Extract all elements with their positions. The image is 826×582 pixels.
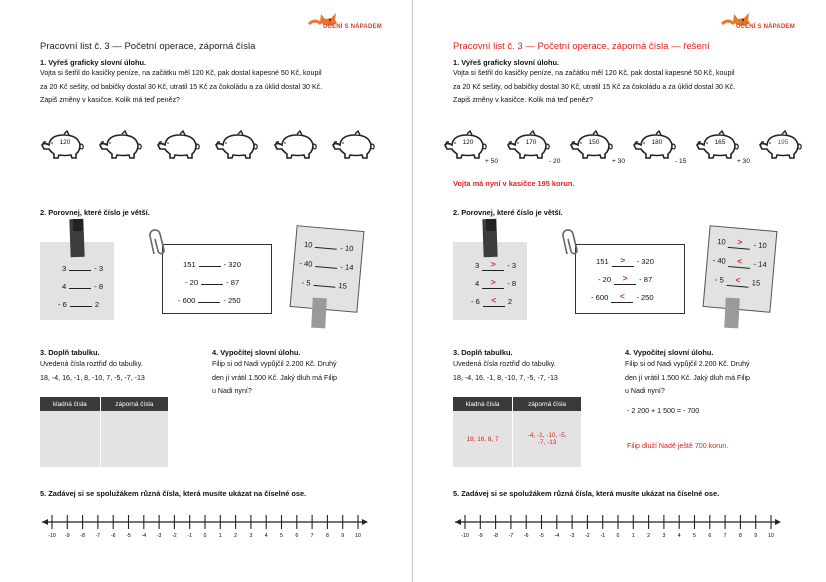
tick-label: 10: [768, 533, 774, 539]
tick-label: 2: [647, 533, 651, 539]
task3-text: [453, 358, 558, 385]
task4-text: [625, 358, 750, 399]
task2-heading: 2. Porovnej, které číslo je větší.: [453, 208, 563, 217]
piggy-bank: [40, 130, 86, 160]
piggy-bank-icon: [273, 130, 319, 160]
solution-title: Pracovní list č. 3 — Početní operace, záporná čísla — řešení: [453, 41, 710, 52]
compare-card: [703, 225, 778, 313]
task4-line: Filip si od Nadi vypůjčil 2.200 Kč. Druhý: [212, 360, 337, 368]
tick-label: 5: [280, 533, 283, 539]
tick-label: 9: [754, 533, 758, 539]
compare-row: 10 - 10: [303, 239, 354, 254]
task4-line: den jí vrátil 1.500 Kč. Jaký dluh má Filip: [212, 373, 337, 382]
compare-row: 4 - 8: [62, 279, 103, 291]
task3-line: 18, -4, 16, -1, 8, -10, 7, -5, -7, -13: [40, 373, 145, 382]
task3-line: 18, -4, 16, -1, 8, -10, 7, -5, -7, -13: [453, 373, 558, 382]
task1-line: Zapiš změny v kasičce. Kolik má teď peněz?: [453, 96, 593, 105]
tick-label: 4: [677, 533, 681, 539]
piggy-bank: [273, 130, 319, 160]
tick-label: -10: [461, 533, 469, 539]
compare-row: - 6 < 2: [471, 295, 513, 306]
piggy-bank-icon: [214, 130, 260, 160]
tick-label: 4: [264, 533, 268, 539]
task2-heading: 2. Porovnej, které číslo je větší.: [40, 208, 150, 217]
tick-label: -4: [141, 533, 147, 539]
number-line: [40, 512, 370, 542]
piggy-bank: [695, 130, 741, 160]
compare-row: 151 > - 320: [596, 255, 654, 266]
task4-line: Filip si od Nadi vypůjčil 2.200 Kč. Druhý: [625, 360, 750, 368]
task3-line: Uvedená čísla roztřiď do tabulky.: [40, 360, 143, 368]
task4-line: den jí vrátil 1.500 Kč. Jaký dluh má Filip: [625, 373, 750, 382]
tick-label: 1: [631, 533, 635, 539]
tick-label: 3: [662, 533, 666, 539]
tick-label: 8: [738, 533, 742, 539]
compare-row: - 600 < - 250: [591, 291, 654, 302]
piggy-value: 170: [525, 139, 537, 146]
tick-label: 1: [218, 533, 222, 539]
tick-label: 9: [341, 533, 345, 539]
tick-label: -10: [48, 533, 56, 539]
piggy-bank: [156, 130, 202, 160]
task1-line: Vojta si šetřil do kasičky peníze, na začátku měl 120 Kč, pak dostal kapesné 50 Kč, koupil: [453, 69, 735, 77]
task1-line: za 20 Kč sešity, od babičky dostal 30 Kč, utratil 15 Kč za čokoládu a za úklid dostal 30 Kč.: [40, 82, 323, 91]
tick-label: -8: [80, 533, 85, 539]
piggy-bank-icon: [98, 130, 144, 160]
piggy-bank: [214, 130, 260, 160]
piggy-value: 165: [714, 139, 726, 146]
tape-strip: [724, 298, 740, 329]
answer-positive: 18, 16, 8, 7: [466, 435, 499, 443]
tick-label: -3: [569, 533, 575, 539]
paperclip-icon: [146, 226, 172, 258]
tick-label: 10: [355, 533, 361, 539]
tick-label: -6: [110, 533, 116, 539]
compare-row: - 20 - 87: [185, 275, 239, 287]
tick-label: -5: [126, 533, 131, 539]
tick-label: -6: [523, 533, 529, 539]
piggy-value: 120: [59, 139, 71, 146]
task1-heading: 1. Vyřeš graficky slovní úlohu.: [453, 58, 560, 67]
change-label: - 20: [549, 158, 561, 165]
tick-label: -7: [95, 533, 101, 539]
piggy-bank-icon: [156, 130, 202, 160]
task4-text: [212, 358, 337, 399]
task1-line: Zapiš změny v kasičce. Kolik má teď peněz?: [40, 96, 180, 105]
answer-negative: -7, -13: [537, 439, 557, 446]
tick-label: -9: [64, 533, 70, 539]
piggy-value: 150: [588, 139, 600, 146]
compare-row: - 600 - 250: [178, 293, 241, 305]
tick-label: -4: [554, 533, 560, 539]
logo-text: UČENÍ S NÁPADEM: [323, 24, 382, 30]
tape-strip: [311, 298, 327, 329]
piggy-bank: [506, 130, 552, 160]
task5-heading: 5. Zadávej si se spolužákem různá čísla, která musíte ukázat na číselné ose.: [453, 489, 720, 498]
answer-negative: -4, -1, -10, -5,: [527, 432, 567, 439]
arrow-right-icon: [775, 519, 781, 525]
compare-card: [162, 244, 272, 314]
task1-text: [40, 67, 322, 108]
compare-row: 3 > - 3: [475, 259, 517, 270]
tick-label: 0: [203, 533, 207, 539]
arrow-right-icon: [362, 519, 368, 525]
compare-row: - 40 < - 14: [712, 255, 768, 270]
task5-heading: 5. Zadávej si se spolužákem různá čísla, která musíte ukázat na číselné ose.: [40, 489, 307, 498]
piggy-bank: [443, 130, 489, 160]
compare-row: - 20 > - 87: [598, 273, 653, 284]
change-label: + 30: [737, 158, 751, 165]
compare-row: - 5 15: [301, 277, 348, 291]
tick-label: -9: [477, 533, 483, 539]
tick-label: -2: [172, 533, 177, 539]
compare-row: 4 > - 8: [475, 277, 517, 288]
cell-positive: [453, 411, 513, 467]
compare-row: - 6 2: [58, 297, 99, 309]
fox-icon: [305, 10, 375, 36]
task1-heading: 1. Vyřeš graficky slovní úlohu.: [40, 58, 147, 67]
tick-label: 6: [708, 533, 712, 539]
task1-text: [453, 67, 735, 108]
piggy-value: 195: [777, 139, 789, 146]
tick-label: 0: [616, 533, 620, 539]
arrow-left-icon: [455, 519, 461, 525]
cell-negative: [513, 411, 581, 467]
piggy-bank: [569, 130, 615, 160]
paperclip-icon: [559, 226, 585, 258]
col-positive: kladná čísla: [40, 397, 100, 411]
task4-answer: Filip dluží Nadě ještě 700 korun.: [627, 442, 729, 450]
task1-answer: Vojta má nyní v kasičce 195 korun.: [453, 179, 575, 188]
col-negative: záporná čísla: [513, 397, 581, 411]
cell-negative[interactable]: [100, 411, 168, 467]
fox-icon: [718, 10, 788, 36]
task4-heading: 4. Vypočítej slovní úlohu.: [625, 348, 714, 357]
change-label: - 15: [675, 158, 687, 165]
brand-logo: [718, 10, 795, 36]
tick-label: -1: [600, 533, 606, 539]
tick-label: -8: [493, 533, 498, 539]
col-negative: záporná čísla: [100, 397, 168, 411]
tick-label: -7: [508, 533, 514, 539]
col-positive: kladná čísla: [453, 397, 513, 411]
task4-heading: 4. Vypočítej slovní úlohu.: [212, 348, 301, 357]
compare-card: [575, 244, 685, 314]
compare-row: 151 - 320: [183, 257, 241, 269]
compare-row: 10 > - 10: [716, 236, 768, 251]
tick-label: 8: [325, 533, 329, 539]
task4-line: u Nadi nyní?: [212, 387, 252, 396]
tick-label: 7: [723, 533, 727, 539]
task3-heading: 3. Doplň tabulku.: [453, 348, 513, 357]
tick-label: -5: [539, 533, 544, 539]
tick-label: 5: [693, 533, 696, 539]
task1-line: za 20 Kč sešity, od babičky dostal 30 Kč, utratil 15 Kč za čokoládu a za úklid dostal 30 Kč.: [453, 82, 736, 91]
page-title: Pracovní list č. 3 — Početní operace, záporná čísla: [40, 41, 256, 52]
arrow-left-icon: [42, 519, 48, 525]
piggy-value: 120: [462, 139, 474, 146]
piggy-bank: [331, 130, 377, 160]
task4-calc: - 2 200 + 1 500 = - 700: [627, 407, 700, 415]
tick-label: -2: [585, 533, 590, 539]
task1-line: Vojta si šetřil do kasičky peníze, na začátku měl 120 Kč, pak dostal kapesné 50 Kč, koupil: [40, 69, 322, 77]
tape-strip: [486, 219, 496, 231]
task3-heading: 3. Doplň tabulku.: [40, 348, 100, 357]
compare-row: - 5 < 15: [714, 274, 761, 288]
tape-strip: [73, 219, 83, 231]
tick-label: -1: [187, 533, 193, 539]
sort-table: [40, 397, 168, 467]
tick-label: 6: [295, 533, 299, 539]
solution-page: [413, 0, 826, 582]
compare-card: [290, 225, 365, 313]
logo-text: UČENÍ S NÁPADEM: [736, 24, 795, 30]
piggy-bank-icon: [331, 130, 377, 160]
task4-line: u Nadi nyní?: [625, 387, 665, 396]
piggy-bank: [98, 130, 144, 160]
tick-label: -3: [156, 533, 162, 539]
piggy-bank: [632, 130, 678, 160]
sort-table: [453, 397, 581, 467]
cell-positive[interactable]: [40, 411, 100, 467]
tick-label: 7: [310, 533, 314, 539]
change-label: + 30: [612, 158, 626, 165]
compare-row: 3 - 3: [62, 261, 103, 273]
piggy-value: 180: [651, 139, 663, 146]
task3-line: Uvedená čísla roztřiď do tabulky.: [453, 360, 556, 368]
change-label: + 50: [485, 158, 499, 165]
tick-label: 2: [234, 533, 238, 539]
piggy-bank: [758, 130, 804, 160]
number-line: [453, 512, 783, 542]
compare-row: - 40 - 14: [299, 258, 354, 273]
brand-logo: [305, 10, 382, 36]
tick-label: 3: [249, 533, 253, 539]
task3-text: [40, 358, 145, 385]
